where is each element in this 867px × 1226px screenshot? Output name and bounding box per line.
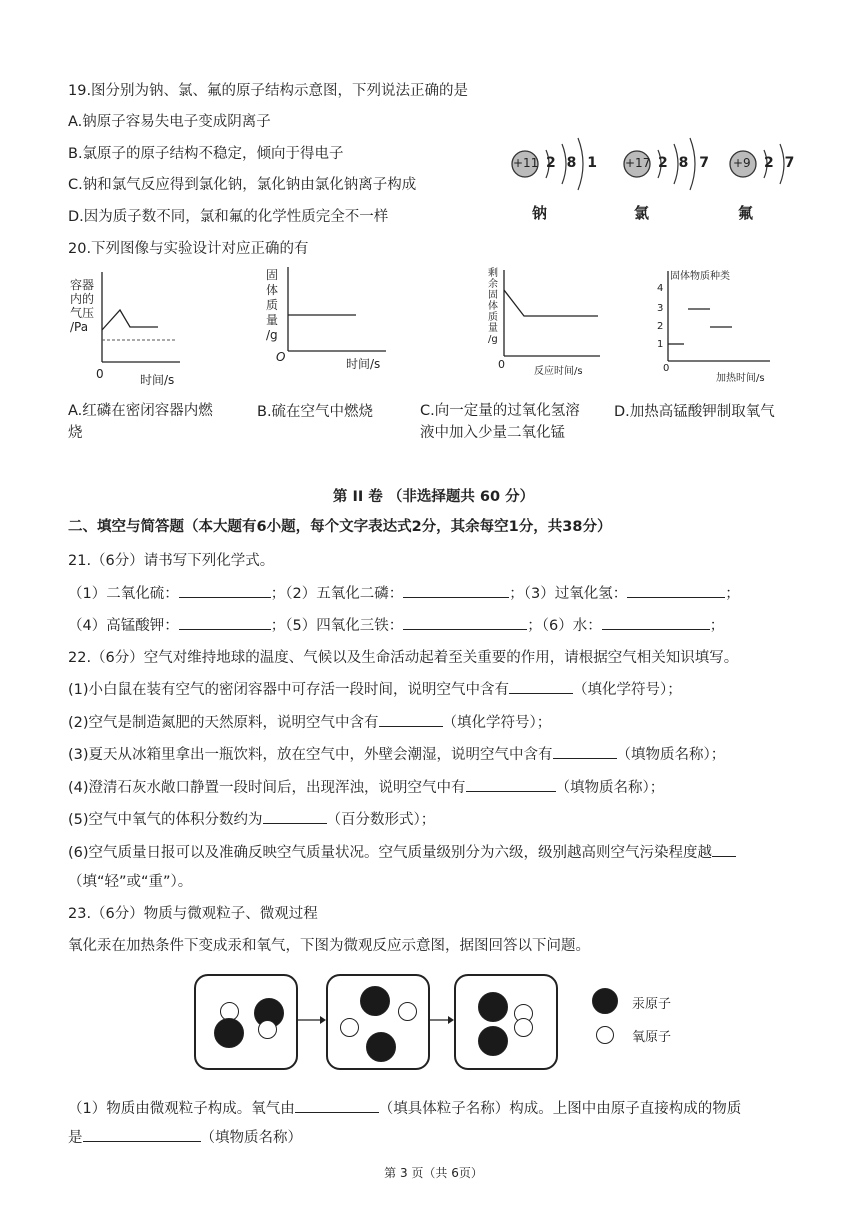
q22-line2: (2)空气是制造氮肥的天然原料，说明空气中含有 （填化学符号）；: [68, 711, 551, 732]
q23-stem: 23.（6分）物质与微观粒子、微观过程: [68, 906, 318, 922]
chlorine-nucleus: +17: [625, 156, 651, 170]
q21-blank-4[interactable]: [179, 615, 271, 630]
atom-diagram-fluorine: [726, 130, 806, 225]
chlorine-label: 氯: [634, 204, 650, 222]
fluorine-shells: 2 7: [764, 155, 798, 171]
q19-option-b: B.氯原子的原子结构不稳定，倾向于得电子: [68, 146, 344, 162]
fluorine-label: 氟: [738, 204, 754, 222]
product-mercury-atom: [478, 1026, 508, 1056]
q21-stem: 21.（6分）请书写下列化学式。: [68, 553, 275, 569]
graph-b-origin: O: [276, 350, 286, 364]
middle-oxygen-atom: [340, 1018, 359, 1037]
graph-b-ylabel: 固 体 质 量 /g: [266, 268, 279, 342]
atom-diagram-sodium: [508, 130, 598, 225]
q22-line3: (3)夏天从冰箱里拿出一瓶饮料，放在空气中，外壁会潮湿，说明空气中含有 （填物质名称）；: [68, 743, 725, 764]
q21-blank-3[interactable]: [627, 583, 725, 598]
q19-option-a: A.钠原子容易失电子变成阴离子: [68, 114, 271, 130]
graph-a-caption: A.红磷在密闭容器内燃 烧: [68, 403, 213, 441]
graph-a-origin: 0: [96, 367, 104, 381]
q23-sub1-line1: （1）物质由微观粒子构成。氧气由 （填具体粒子名称）构成。上图中由原子直接构成的物质: [68, 1097, 741, 1118]
product-mercury-atom: [478, 992, 508, 1022]
graph-c-ylabel: 剩 余 固 体 质 量 /g: [488, 268, 498, 345]
graph-d-tick-4: 4: [657, 283, 664, 294]
q22-blank-3[interactable]: [553, 744, 617, 759]
fluorine-nucleus: +9: [733, 156, 751, 170]
q22-blank-5[interactable]: [263, 809, 327, 824]
legend-mercury-label: 汞原子: [632, 997, 672, 1012]
graph-d-caption: D.加热高锰酸钾制取氧气: [614, 404, 775, 420]
reactant-mercury-atom: [214, 1018, 244, 1048]
graph-c-caption: C.向一定量的过氧化氢溶 液中加入少量二氧化锰: [420, 403, 580, 441]
q23-sub1-line2: 是 （填物质名称）: [68, 1126, 302, 1147]
graph-b-caption: B.硫在空气中燃烧: [257, 404, 374, 420]
legend-oxygen-icon: [596, 1026, 614, 1044]
graph-b: [262, 265, 392, 375]
graph-a-ylabel: 容器 内的 气压 /Pa: [70, 278, 95, 334]
q22-line6-cont: （填“轻”或“重”）。: [68, 874, 193, 890]
graph-a-xlabel: 时间/s: [140, 373, 175, 387]
middle-mercury-atom: [366, 1032, 396, 1062]
q23-blank-1[interactable]: [295, 1098, 379, 1113]
graph-c: [488, 268, 608, 378]
q21-row2: （4）高锰酸钾： ；（5）四氧化三铁： ；（6）水： ；: [68, 614, 724, 635]
q22-blank-6[interactable]: [712, 842, 736, 857]
q22-stem: 22.（6分）空气对维持地球的温度、气候以及生命活动起着至关重要的作用，请根据空气相关知识填写。: [68, 650, 739, 666]
graph-d-tick-2: 2: [657, 321, 664, 332]
section-title: 第 II 卷 （非选择题共 60 分）: [332, 489, 535, 505]
q22-line4: (4)澄清石灰水敞口静置一段时间后，出现浑浊，说明空气中有 （填物质名称）；: [68, 776, 664, 797]
graph-c-xlabel: 反应时间/s: [534, 366, 583, 377]
q22-blank-1[interactable]: [509, 679, 573, 694]
q22-blank-4[interactable]: [466, 777, 556, 792]
q22-line6: (6)空气质量日报可以及准确反映空气质量状况。空气质量级别分为六级，级别越高则空气污染程度越: [68, 841, 736, 862]
middle-mercury-atom: [360, 986, 390, 1016]
middle-oxygen-atom: [398, 1002, 417, 1021]
q19-option-d: D.因为质子数不同，氯和氟的化学性质完全不一样: [68, 209, 389, 225]
q20-stem: 20.下列图像与实验设计对应正确的有: [68, 241, 309, 257]
q21-blank-5[interactable]: [403, 615, 527, 630]
sodium-label: 钠: [532, 204, 548, 222]
legend-mercury-icon: [592, 988, 618, 1014]
q21-row1: （1）二氧化硫： ；（2）五氧化二磷： ；（3）过氧化氢： ；: [68, 582, 740, 603]
product-oxygen-atom: [514, 1018, 533, 1037]
q22-line1: (1)小白鼠在装有空气的密闭容器中可存活一段时间，说明空气中含有 （填化学符号）；: [68, 678, 682, 699]
q23-blank-2[interactable]: [83, 1127, 201, 1142]
sodium-shells: 2 8 1: [546, 155, 600, 171]
graph-d-xlabel: 加热时间/s: [716, 373, 765, 384]
q22-blank-2[interactable]: [379, 712, 443, 727]
reaction-diagram: [190, 968, 680, 1080]
atom-diagram-chlorine: [620, 130, 710, 225]
reactant-oxygen-atom: [258, 1020, 277, 1039]
page-footer: 第 3 页（共 6页）: [384, 1166, 483, 1180]
q22-line5: (5)空气中氧气的体积分数约为 （百分数形式）；: [68, 808, 435, 829]
sodium-nucleus: +11: [513, 156, 539, 170]
graph-d-tick-1: 1: [657, 339, 664, 350]
q23-intro: 氧化汞在加热条件下变成汞和氧气，下图为微观反应示意图，据图回答以下问题。: [68, 938, 590, 954]
graph-c-origin: 0: [498, 358, 505, 371]
graph-b-xlabel: 时间/s: [346, 357, 381, 371]
graph-d-ylabel: 固体物质种类: [670, 271, 730, 282]
q21-blank-6[interactable]: [602, 615, 710, 630]
q21-blank-2[interactable]: [403, 583, 509, 598]
section-heading: 二、填空与简答题（本大题有6小题，每个文字表达式2分，其余每空1分，共38分）: [68, 519, 612, 535]
q19-option-c: C.钠和氯气反应得到氯化钠，氯化钠由氯化钠离子构成: [68, 177, 417, 193]
graph-d-origin: 0: [663, 363, 670, 374]
graph-d: [652, 265, 777, 385]
graph-a: [70, 270, 190, 390]
q19-stem: 19.图分别为钠、氯、氟的原子结构示意图，下列说法正确的是: [68, 83, 469, 99]
q21-blank-1[interactable]: [179, 583, 271, 598]
legend-oxygen-label: 氧原子: [632, 1030, 672, 1045]
chlorine-shells: 2 8 7: [658, 155, 712, 171]
graph-d-tick-3: 3: [657, 303, 664, 314]
